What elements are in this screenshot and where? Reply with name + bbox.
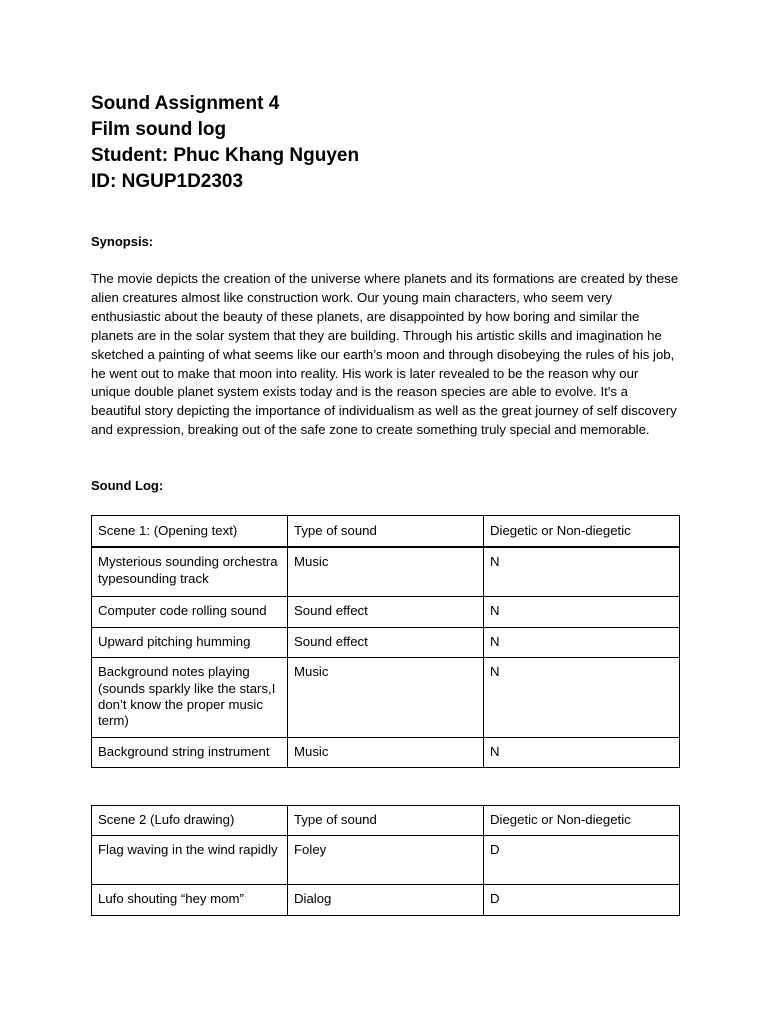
synopsis-heading: Synopsis: xyxy=(91,234,154,249)
table-row xyxy=(92,737,680,767)
document-header xyxy=(91,91,679,195)
table-cell: Upward pitching humming xyxy=(92,627,288,657)
table-cell: D xyxy=(484,885,680,915)
sound-log-heading: Sound Log: xyxy=(91,478,164,493)
table-cell: Computer code rolling sound xyxy=(92,597,288,627)
table-header-cell: Diegetic or Non-diegetic xyxy=(484,806,680,836)
table-cell: N xyxy=(484,627,680,657)
table-cell: Sound effect xyxy=(288,597,484,627)
table-row xyxy=(92,597,680,627)
table-cell: Music xyxy=(288,547,484,597)
table-header-cell: Scene 1: (Opening text) xyxy=(92,516,288,548)
table-row xyxy=(92,547,680,597)
table-header-cell: Type of sound xyxy=(288,806,484,836)
table-cell: Dialog xyxy=(288,885,484,915)
table-cell: N xyxy=(484,737,680,767)
student-name: Student: Phuc Khang Nguyen xyxy=(91,145,360,166)
table-cell: Music xyxy=(288,658,484,738)
table-row xyxy=(92,627,680,657)
table-header-row xyxy=(92,806,680,836)
table-row xyxy=(92,885,680,915)
table-cell: N xyxy=(484,597,680,627)
table-header-cell: Scene 2 (Lufo drawing) xyxy=(92,806,288,836)
table-cell: Lufo shouting “hey mom” xyxy=(92,885,288,915)
table-cell: Mysterious sounding orchestra typesounding track xyxy=(92,547,288,597)
table-cell: Music xyxy=(288,737,484,767)
student-id: ID: NGUP1D2303 xyxy=(91,171,244,192)
table-cell: Sound effect xyxy=(288,627,484,657)
scene-2-table xyxy=(91,805,680,916)
document-subtitle: Film sound log xyxy=(91,119,227,140)
table-cell: Foley xyxy=(288,836,484,885)
table-header-row xyxy=(92,516,680,548)
table-cell: N xyxy=(484,547,680,597)
table-cell: Flag waving in the wind rapidly xyxy=(92,836,288,885)
table-row xyxy=(92,836,680,885)
table-header-cell: Diegetic or Non-diegetic xyxy=(484,516,680,548)
table-cell: D xyxy=(484,836,680,885)
table-cell: Background notes playing (sounds sparkly like the stars,I don’t know the proper music term) xyxy=(92,658,288,738)
assignment-title: Sound Assignment 4 xyxy=(91,93,280,114)
scene-1-table xyxy=(91,515,680,768)
table-cell: N xyxy=(484,658,680,738)
table-row xyxy=(92,658,680,738)
synopsis-paragraph: The movie depicts the creation of the universe where planets and its formations are created by these alien creatures almost like construction work. Our young main characters, who seem very enthusiastic about the beauty of these planets, are disappointed by how boring and similar the planets are in the solar system that they are building. Through his artistic skills and imagination he sketched a painting of what seems like our earth’s moon and through disobeying the rules of his job, he went out to make that moon into reality. His work is later revealed to be the reason why our unique double planet system exists today and is the reason species are able to evolve. It's a beautiful story depicting the importance of individualism as well as the great journey of self discovery and expression, breaking out of the safe zone to create something truly special and memorable. xyxy=(91,271,679,438)
table-cell: Background string instrument xyxy=(92,737,288,767)
table-header-cell: Type of sound xyxy=(288,516,484,548)
